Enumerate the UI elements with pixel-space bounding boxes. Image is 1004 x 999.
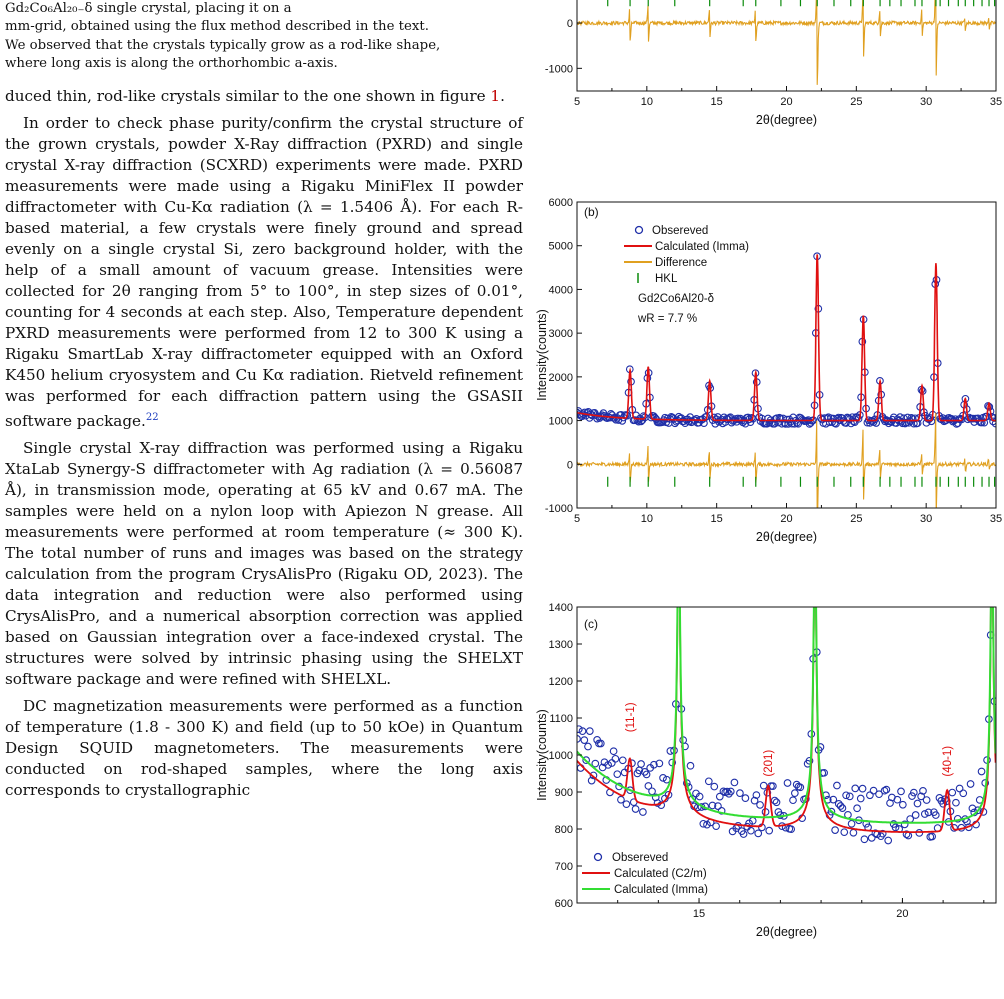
x-tick-label: 35: [989, 513, 1003, 525]
observed-point: [737, 790, 744, 797]
observed-point: [587, 728, 594, 735]
observed-point: [742, 795, 749, 802]
legend-label: Calculated (C2/m): [614, 868, 707, 880]
observed-point: [914, 800, 921, 807]
observed-point: [834, 782, 841, 789]
observed-point: [900, 801, 907, 808]
observed-point: [649, 788, 656, 795]
text-run: .: [500, 87, 505, 105]
y-tick-label: 1000: [548, 415, 573, 428]
text-run: duced thin, rod-like crystals similar to the one shown in figure: [5, 87, 491, 105]
x-tick-label: 15: [710, 96, 723, 108]
observed-point: [757, 802, 764, 809]
y-tick-label: 1200: [548, 676, 573, 688]
observed-point: [687, 762, 694, 769]
legend: [582, 852, 708, 896]
body-text: [5, 86, 523, 807]
panel-label: (c): [584, 617, 598, 631]
observed-point: [852, 785, 859, 792]
observed-point: [713, 823, 720, 830]
legend: [624, 225, 749, 285]
observed-point: [854, 805, 861, 812]
observed-point: [861, 836, 868, 843]
observed-point: [706, 778, 713, 785]
y-tick-label: 700: [554, 861, 573, 873]
x-tick-label: 15: [692, 908, 706, 920]
observed-point: [883, 786, 890, 793]
observed-point: [612, 755, 619, 762]
observed-point: [792, 790, 799, 797]
x-tick-label: 20: [896, 908, 909, 920]
y-tick-label: 800: [554, 824, 573, 836]
figure-link[interactable]: 1: [490, 87, 501, 105]
legend-label: Difference: [655, 257, 708, 269]
x-tick-label: 5: [573, 513, 581, 525]
figure-caption-tail: [5, 0, 523, 74]
y-tick-label: 3000: [548, 328, 573, 341]
observed-point: [760, 782, 767, 789]
observed-point: [898, 788, 905, 795]
legend-label: Obsereved: [612, 852, 669, 864]
observed-point: [989, 531, 996, 538]
observed-point: [632, 806, 639, 813]
y-tick-label: 4000: [548, 284, 573, 297]
legend-marker-observed: [636, 227, 643, 234]
observed-point: [773, 799, 780, 806]
difference-line: [577, 0, 996, 85]
observed-point: [676, 535, 683, 542]
observed-point: [638, 761, 645, 768]
x-tick-label: 25: [850, 513, 863, 525]
formula-annotation: Gd2Co6Al20-δ: [638, 293, 715, 305]
x-axis-label: 2θ(degree): [755, 113, 818, 127]
observed-point: [581, 737, 588, 744]
observed-point: [755, 830, 762, 837]
citation-link[interactable]: 22: [145, 412, 159, 423]
observed-point: [912, 812, 919, 819]
paragraph: [5, 86, 523, 107]
caption-line: Gd₂Co₆Al₂₀₋δ single crystal, placing it on a: [5, 1, 292, 16]
x-tick-label: 20: [780, 513, 793, 525]
observed-point: [885, 837, 892, 844]
observed-point: [832, 827, 839, 834]
legend-label: HKL: [655, 273, 678, 285]
x-axis-label: 2θ(degree): [755, 925, 818, 939]
peak-label: (11-1): [624, 702, 637, 733]
x-axis-label: 2θ(degree): [755, 530, 818, 544]
y-tick-label: 1300: [548, 639, 573, 651]
caption-line: mm-grid, obtained using the flux method described in the text.: [5, 19, 429, 35]
y-tick-label: 2000: [548, 371, 573, 384]
observed-point: [748, 827, 755, 834]
y-axis-label: Intensity(counts): [535, 709, 549, 801]
x-tick-label: 10: [640, 96, 653, 108]
observed-point: [960, 790, 967, 797]
paragraph: [5, 113, 523, 432]
y-tick-label: 1100: [549, 713, 573, 725]
y-tick-label: 6000: [548, 197, 573, 209]
x-tick-label: 30: [920, 96, 933, 108]
observed-point: [614, 771, 621, 778]
observed-point: [923, 797, 930, 804]
chart-a: [545, 0, 1002, 127]
peak-label: (40-1): [942, 745, 955, 777]
observed-point: [841, 829, 848, 836]
observed-point: [867, 792, 874, 799]
x-tick-label: 10: [640, 513, 653, 525]
observed-point: [766, 827, 773, 834]
observed-point: [784, 780, 791, 787]
observed-point: [905, 832, 912, 839]
observed-point: [848, 820, 855, 827]
observed-point: [953, 799, 960, 806]
observed-point: [978, 768, 985, 775]
y-tick-label: -1000: [544, 503, 573, 515]
x-tick-label: 30: [920, 513, 933, 525]
plot-frame: [577, 0, 996, 91]
observed-point: [949, 789, 956, 796]
observed-point: [640, 809, 647, 816]
plot-frame: [577, 202, 996, 508]
plot-area: [574, 0, 999, 85]
chart-b: [535, 197, 1002, 544]
y-tick-label: 600: [554, 898, 573, 910]
x-tick-label: 15: [710, 513, 723, 525]
y-tick-label: 0: [566, 459, 573, 472]
observed-point: [857, 795, 864, 802]
y-tick-label: 0: [566, 18, 573, 30]
wr-annotation: wR = 7.7 %: [638, 313, 698, 325]
observed-point: [610, 748, 617, 755]
observed-point: [790, 797, 797, 804]
figure-panels: [528, 0, 1004, 999]
legend-label: Obsereved: [652, 225, 709, 237]
calculated-c2m-line: [577, 495, 996, 832]
x-tick-label: 20: [780, 96, 793, 108]
observed-point: [850, 829, 857, 836]
observed-point: [711, 783, 718, 790]
text-run: In order to check phase purity/confirm the crystal structure of the grown crystals, powder X-Ray diffraction (PXRD) and single crystal X-ray diffraction (SCXRD) experiments were made. PXRD measurements were made using a Rigaku MiniFlex II powder diffractometer with Cu-Kα radiation (λ = 1.5406 Å). For each R-based material, a few crystals were finely ground and spread evenly on a single crystal Si, zero background holder, with the help of a small amount of vacuum grease. Intensities were collected for 2θ ranging from 5° to 100°, in step sizes of 0.01°, counting for 4 seconds at each step. Also, Temperature dependent PXRD measurements were performed from 12 to 300 K using a Rigaku SmartLab X-ray diffractometer equipped with an Oxford K450 helium cryosystem and Cu Kα radiation. Rietveld refinement was performed for each diffraction pattern using the GSASII software package.: [5, 114, 523, 431]
observed-point: [619, 757, 626, 764]
x-tick-label: 25: [850, 96, 863, 108]
observed-point: [894, 796, 901, 803]
observed-point: [674, 564, 681, 571]
y-tick-label: 1400: [548, 602, 573, 614]
peak-label: (201): [763, 749, 776, 777]
observed-point: [731, 779, 738, 786]
caption-line: where long axis is along the orthorhombic a-axis.: [5, 56, 338, 72]
observed-point: [585, 743, 592, 750]
observed-point: [859, 785, 866, 792]
caption-line: We observed that the crystals typically grow as a rod-like shape,: [5, 37, 441, 53]
y-tick-label: -1000: [544, 63, 573, 76]
y-tick-label: 900: [554, 787, 573, 799]
legend-marker-observed: [595, 854, 602, 861]
x-tick-label: 5: [573, 96, 581, 108]
observed-point: [967, 781, 974, 788]
y-tick-label: 1000: [548, 750, 573, 762]
paragraph: Single crystal X-ray diffraction was performed using a Rigaku XtaLab Synergy-S diffractometer with Ag radiation (λ = 0.56087 Å), in transmission mode, operating at 65 kV and 0.67 mA. The samples were held on a nylon loop with Apiezon N grease. All measurements were performed at room temperature (≈ 300 K). The total number of runs and images was based on the strategy calculation from the program CrysAlisPro (Rigaku OD, 2023). The data integration and reduction were also performed using CrysAlisPro, and a numerical absorption correction was applied based on Gaussian integration over a face-indexed crystal. The structures were solved by intrinsic phasing using the SHELXT software package and were refined with SHELXL.: [5, 439, 523, 689]
paragraph: DC magnetization measurements were performed as a function of temperature (1.8 - 300 K) and field (up to 50 kOe) in Quantum Design SQUID magnetometers. The measurements were conducted on rod-shaped samples, where the long axis corresponds to crystallographic: [5, 697, 523, 800]
y-axis-label: Intensity(counts): [535, 309, 549, 401]
observed-point: [771, 797, 778, 804]
observed-point: [623, 801, 630, 808]
panel-label: (b): [584, 205, 599, 219]
legend-label: Calculated (Imma): [614, 884, 708, 896]
y-tick-label: 5000: [548, 240, 573, 253]
legend-label: Calculated (Imma): [655, 241, 749, 253]
x-tick-label: 35: [989, 96, 1003, 108]
